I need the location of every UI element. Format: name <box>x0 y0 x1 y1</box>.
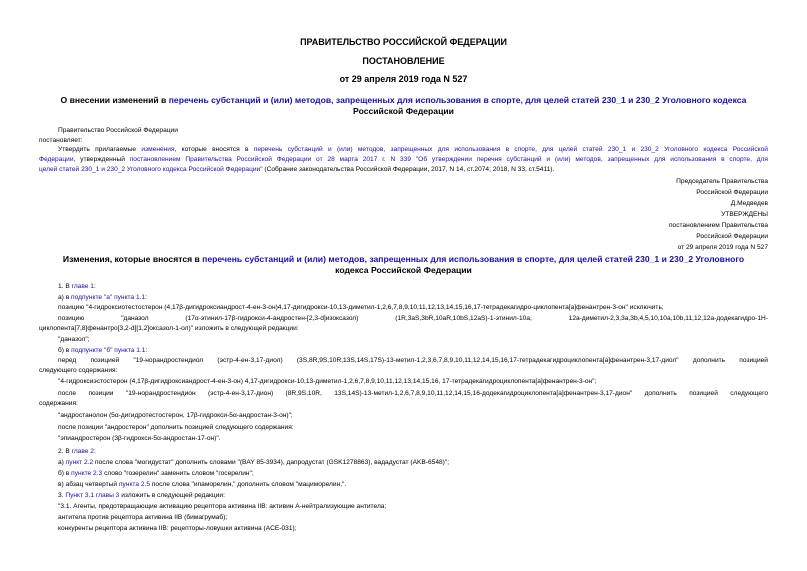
text: : <box>93 283 96 290</box>
changes-link[interactable]: изменения <box>141 146 175 153</box>
text: : <box>93 448 96 455</box>
body-line: позицию "4-гидроксиотестостерон (4,17β-дигидроксиандрост-4-ен-3-он)4,17-дигидрокси-10,13-диметил-1,2,6,7,8,9,10,11,12,13,14,15,16,17-тетрадекагидро-циклопента[а]фенантрен-3-он" исключить; <box>58 304 664 311</box>
body-line: содержания: <box>39 400 78 407</box>
text: : <box>145 347 148 354</box>
section-1-heading <box>58 282 96 291</box>
chapter-1-link[interactable]: главе 1 <box>71 283 94 290</box>
list-link[interactable]: перечень субстанций и (или) методов, запрещенных для использования в спорте, для целей статей 230_1 и 230_2 Уголовного кодекса Российской <box>253 146 768 153</box>
intro-paragraph-line-3 <box>39 165 554 174</box>
text: : <box>145 294 147 301</box>
item-3-1-link[interactable]: Пункт 3.1 главы 3 <box>65 492 120 499</box>
body-line: следующего содержания: <box>39 367 118 374</box>
item-2-3-link[interactable]: пункте 2.3 <box>71 470 103 477</box>
text: 1. В <box>58 283 72 290</box>
text: после слова "могидустат" дополнить словами "(BAY 85-3934), дапродустат (GSK1278863), вададустат (AKB-6548)"; <box>93 459 450 466</box>
document-type-heading: ПОСТАНОВЛЕНИЕ <box>362 56 445 66</box>
text: б) в <box>58 470 72 477</box>
body-line: после позиции "андростерон" дополнить позицией следующего содержания: <box>58 424 294 431</box>
text: 3. <box>58 492 66 499</box>
signature-role-2: Российской Федерации <box>696 189 768 196</box>
text: изложить в следующей редакции: <box>119 492 225 499</box>
body-line: "эпиандростерон (3β-гидрокси-5α-андростан-17-он)". <box>58 435 221 442</box>
government-heading: ПРАВИТЕЛЬСТВО РОССИЙСКОЙ ФЕДЕРАЦИИ <box>300 37 507 47</box>
body-line: перед позицией "19-норандростендиол (эстр-4-ен-3,17-диол) (3S,8R,9S,10R,13S,14S,17S)-13-метил-1,2,3,6,7,8,9,10,11,12,14,15,16,17-тетрадекагидроциклопента[а]фенантрен-3,17-диол" дополнить позицией <box>58 357 768 364</box>
subitem-b-heading <box>58 346 147 355</box>
subitem-a-link[interactable]: подпункте "а" пункта 1.1 <box>71 294 146 301</box>
title-line2: Российской Федерации <box>353 106 454 116</box>
intro-text: , которые вносятся в <box>174 146 254 153</box>
text: 2. В <box>58 448 72 455</box>
body-line: циклопента[7,8]фенантро[3,2-d][1,2]оксазол-1-ол)" изложить в следующей редакции: <box>39 325 299 332</box>
body-line <box>58 458 449 467</box>
body-line <box>58 469 254 478</box>
signature-name: Д.Медведев <box>730 200 768 207</box>
section-3-heading <box>58 491 225 500</box>
body-line: конкуренты рецептора активина IIB: рецепторы-ловушки активина (ACE-031); <box>58 525 297 532</box>
intro-paragraph-line-2 <box>39 155 768 164</box>
changes-title-link[interactable]: перечень субстанций и (или) методов, запрещенных для использования в спорте, для целей статей 230_1 и 230_2 Уголовного <box>202 254 745 264</box>
text: а) в <box>58 294 72 301</box>
body-line: антитела против рецептора активина IIB (бимагрумаб); <box>58 514 228 521</box>
changes-title-prefix: Изменения, которые вносятся в <box>62 254 203 264</box>
body-line: "3.1. Агенты, предотвращающие активацию рецептора активина IIB: активин А-нейтрализующие антитела; <box>58 503 387 510</box>
text: слово "гозерелин" заменить словом "госерелин"; <box>102 470 254 477</box>
text: б) в <box>58 347 72 354</box>
item-2-5-link[interactable]: пункта 2.5 <box>118 481 151 488</box>
intro-paragraph-line-1 <box>58 145 768 154</box>
signature-role-1: Председатель Правительства <box>676 178 768 185</box>
body-line <box>58 480 346 489</box>
chapter-2-link[interactable]: главе 2 <box>71 448 94 455</box>
changes-title <box>30 254 777 276</box>
document-title <box>30 95 777 117</box>
body-line: "4-гидроксиэстостерон (4,17β-дигидроксиандрост-4-ен-3-он) 4,17-дигидрокси-10,13-диметил-1,2,6,7,8,9,10,11,12,13,14,15,16, 17-тетрадекагидроциклопента[а]фенантрен-3-он"; <box>58 378 597 385</box>
resolution-link[interactable]: постановлением Правительства Российской Федерации от 28 марта 2017 г. N 339 "Об утверждении перечня субстанций и (или) методов, запрещенных для использования в спорте, для <box>129 156 768 163</box>
title-link[interactable]: перечень субстанций и (или) методов, запрещенных для использования в спорте, для целей статей 230_1 и 230_2 Уголовного кодекса <box>168 95 747 105</box>
intro-line-1: Правительство Российской Федерации <box>58 127 178 134</box>
body-line: после позиции "19-норандростендион (эстр-4-ен-3,17-дион) (8R,9S,10R, 13S,14S)-13-метил-1,2,6,7,8,9,10,11,12,14,15,16-додекагидроциклопента[а]фенантрен-3,17-дион" дополнить позицией следующего <box>58 390 768 397</box>
changes-title-line2: кодекса Российской Федерации <box>335 265 472 275</box>
subitem-a-heading <box>58 293 147 302</box>
text: после слова "ипаморелин," дополнить словом "мациморелин,". <box>150 481 347 488</box>
section-2-heading <box>58 447 96 456</box>
resolution-link-cont[interactable]: целей статей 230_1 и 230_2 Уголовного кодекса Российской Федерации" <box>39 166 263 173</box>
approved-label: УТВЕРЖДЕНЫ <box>721 211 768 218</box>
subitem-b-link[interactable]: подпункте "б" пункта 1.1 <box>71 347 146 354</box>
intro-line-2: постановляет: <box>39 137 83 144</box>
text: в) абзац четвертый <box>58 481 119 488</box>
body-line: "даназол"; <box>58 336 90 343</box>
document-date-number: от 29 апреля 2019 года N 527 <box>339 74 468 84</box>
approved-line-2: Российской Федерации <box>696 233 768 240</box>
intro-text: (Собрание законодательства Российской Федерации, 2017, N 14, ст.2074; 2018, N 33, ст.5411). <box>262 166 555 173</box>
approved-line-1: постановлением Правительства <box>668 222 768 229</box>
intro-text: Утвердить прилагаемые <box>58 146 142 153</box>
text: а) <box>58 459 66 466</box>
list-link-cont[interactable]: Федерации <box>39 156 74 163</box>
item-2-2-link[interactable]: пункт 2.2 <box>65 459 94 466</box>
body-line: позицию "даназол (17α-этинил-17β-гидрокси-4-андростен-[2,3-d]изоксазол) (1R,3aS,3bR,10aR,10bS,12aS)-1-этинил-10a, 12a-диметил-2,3,3a,3b,4,5,10,10a,10b,11,12,12a-додекагидро-1H- <box>58 315 768 322</box>
intro-text: , утвержденный <box>73 156 130 163</box>
approved-line-3: от 29 апреля 2019 года N 527 <box>677 244 768 251</box>
body-line: "андростанолон (5α-дигидротестостерон, 17β-гидрокси-5α-андростан-3-он)"; <box>58 412 293 419</box>
title-prefix: О внесении изменений в <box>60 95 169 105</box>
